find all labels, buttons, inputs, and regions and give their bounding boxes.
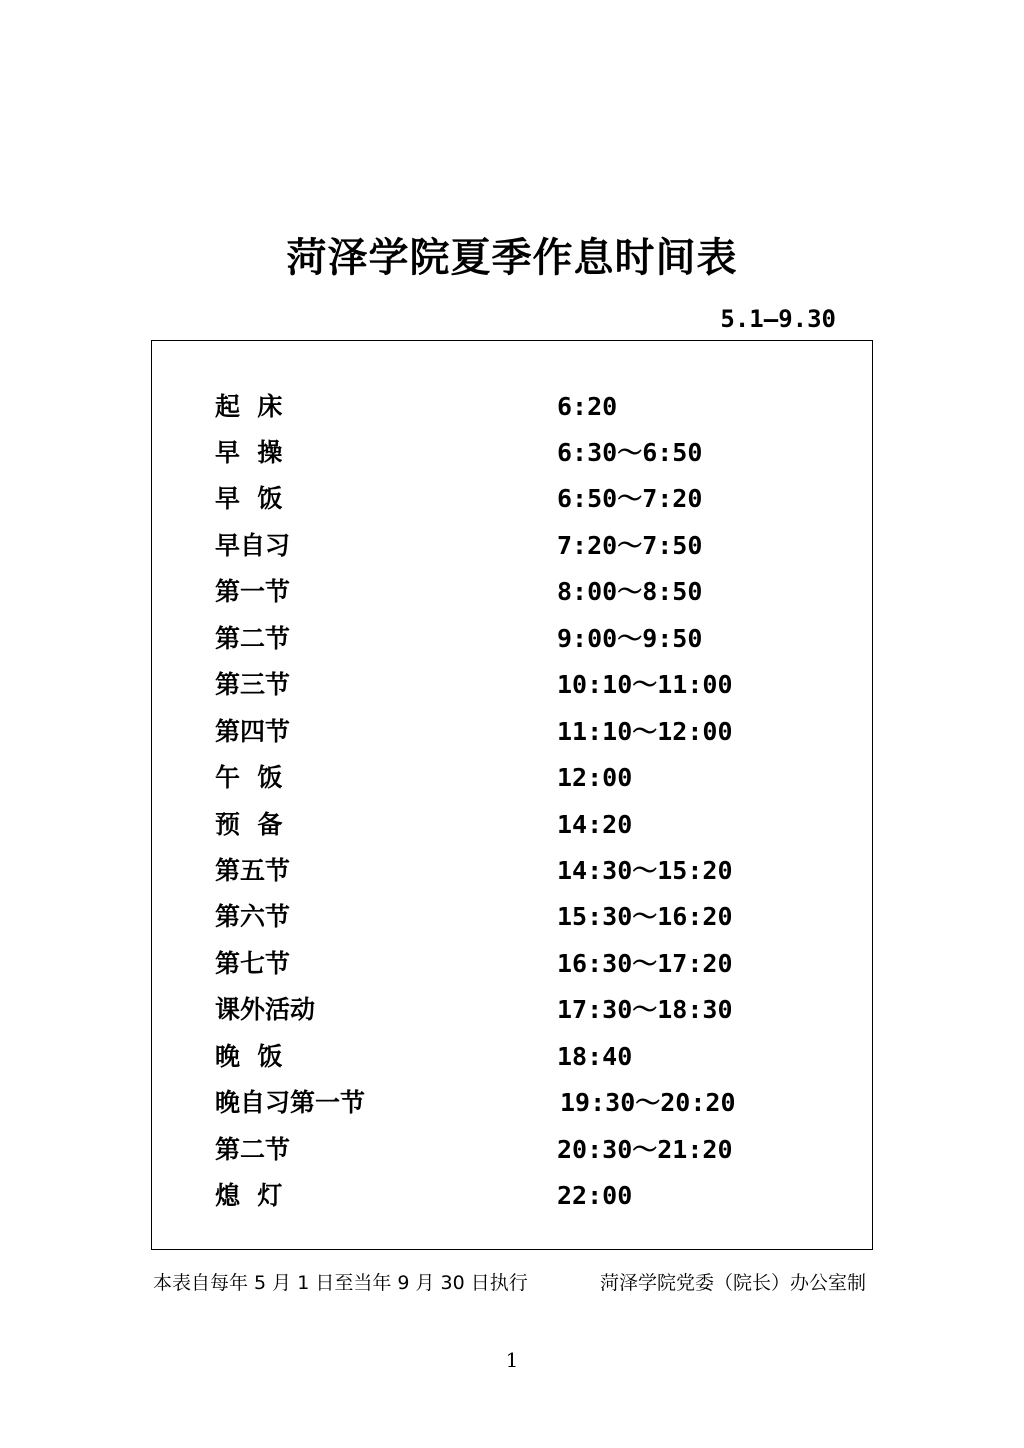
activity-label: 第七节 xyxy=(215,949,291,978)
activity-time: 16:30～17:20 xyxy=(557,949,733,978)
activity-time: 10:10～11:00 xyxy=(557,670,733,699)
activity-time: 18:40 xyxy=(557,1042,633,1071)
page-number: 1 xyxy=(505,1348,519,1372)
activity-time: 7:20～7:50 xyxy=(557,531,703,560)
schedule-row xyxy=(215,1085,815,1121)
document-title: 菏泽学院夏季作息时间表 xyxy=(286,234,738,281)
schedule-row xyxy=(215,667,815,703)
activity-time: 19:30～20:20 xyxy=(560,1088,736,1117)
schedule-row xyxy=(215,1178,815,1214)
activity-time: 6:20 xyxy=(557,392,618,421)
activity-time: 22:00 xyxy=(557,1181,633,1210)
schedule-row xyxy=(215,807,815,843)
activity-label: 第五节 xyxy=(215,856,291,885)
activity-time: 9:00～9:50 xyxy=(557,624,703,653)
activity-label: 早自习 xyxy=(215,531,291,560)
schedule-row xyxy=(215,574,815,610)
schedule-row xyxy=(215,714,815,750)
date-range: 5.1—9.30 xyxy=(720,305,836,333)
activity-time: 14:20 xyxy=(557,810,633,839)
activity-label: 晚自习第一节 xyxy=(215,1088,366,1117)
schedule-table xyxy=(151,340,873,1250)
activity-time: 11:10～12:00 xyxy=(557,717,733,746)
activity-label: 第二节 xyxy=(215,624,291,653)
schedule-row xyxy=(215,992,815,1028)
activity-time: 6:50～7:20 xyxy=(557,484,703,513)
schedule-row xyxy=(215,621,815,657)
schedule-row xyxy=(215,946,815,982)
activity-time: 15:30～16:20 xyxy=(557,902,733,931)
activity-label: 起 床 xyxy=(215,392,283,421)
activity-time: 20:30～21:20 xyxy=(557,1135,733,1164)
schedule-row xyxy=(215,853,815,889)
activity-label: 熄 灯 xyxy=(215,1181,283,1210)
footer-issuer: 菏泽学院党委（院长）办公室制 xyxy=(599,1272,866,1294)
activity-time: 14:30～15:20 xyxy=(557,856,733,885)
activity-time: 8:00～8:50 xyxy=(557,577,703,606)
activity-label: 第二节 xyxy=(215,1135,291,1164)
schedule-row xyxy=(215,389,815,425)
schedule-row xyxy=(215,1132,815,1168)
activity-time: 6:30～6:50 xyxy=(557,438,703,467)
activity-label: 预 备 xyxy=(215,810,283,839)
footer-note: 本表自每年 5 月 1 日至当年 9 月 30 日执行 xyxy=(153,1272,528,1294)
activity-label: 午 饭 xyxy=(215,763,283,792)
activity-label: 早 操 xyxy=(215,438,283,467)
schedule-row xyxy=(215,435,815,471)
schedule-row xyxy=(215,528,815,564)
schedule-row xyxy=(215,899,815,935)
activity-label: 第一节 xyxy=(215,577,291,606)
schedule-row xyxy=(215,1039,815,1075)
activity-label: 早 饭 xyxy=(215,484,283,513)
schedule-row xyxy=(215,760,815,796)
schedule-row xyxy=(215,481,815,517)
activity-label: 第四节 xyxy=(215,717,291,746)
activity-time: 17:30～18:30 xyxy=(557,995,733,1024)
activity-label: 晚 饭 xyxy=(215,1042,283,1071)
activity-label: 第三节 xyxy=(215,670,291,699)
activity-time: 12:00 xyxy=(557,763,633,792)
activity-label: 课外活动 xyxy=(215,995,316,1024)
activity-label: 第六节 xyxy=(215,902,291,931)
